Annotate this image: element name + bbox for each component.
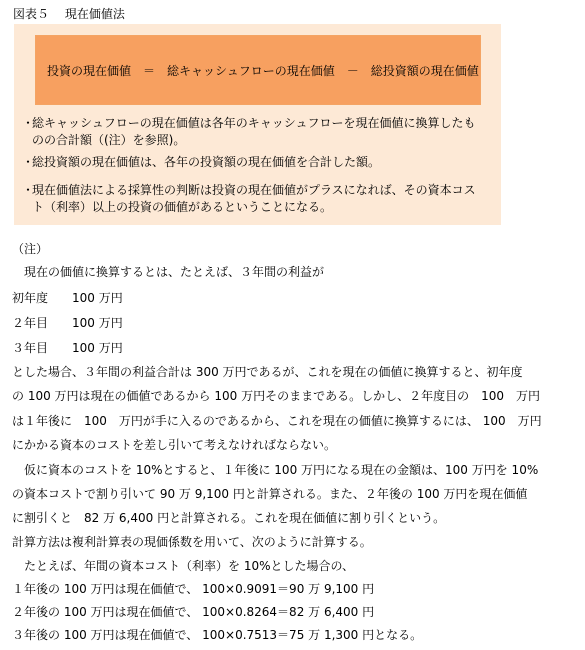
note-line: 仮に資本のコストを 10%とすると、１年後に 100 万円になる現在の金額は、100 万円を 10%: [12, 463, 539, 477]
bullet-mark: ・: [22, 116, 35, 130]
figure-title: 図表５ 現在価値法: [13, 7, 125, 21]
note-line: に割引くと 82 万 6,400 円と計算される。これを現在価値に割り引くという。: [12, 511, 446, 525]
note-line: にかかる資本のコストを差し引いて考えなければならない。: [12, 438, 337, 452]
note-line: １年後の 100 万円は現在価値で、 100×0.9091＝90 万 9,100 円: [12, 582, 375, 596]
note-line: ３年目 100 万円: [12, 341, 123, 355]
bullet-text: 現在価値法による採算性の判断は投資の現在価値がプラスになれば、その資本コスト（利率）以上の投資の価値があるということになる。: [32, 183, 476, 214]
note-heading: （注）: [12, 242, 49, 256]
bullet-text: 総キャッシュフローの現在価値は各年のキャッシュフローを現在価値に換算したものの合計額（(注）を参照)。: [32, 116, 476, 147]
note-line: 現在の価値に換算するとは、たとえば、３年間の利益が: [12, 265, 325, 279]
note-line: は１年後に 100 万円が手に入るのであるから、これを現在の価値に換算するには、 100 万円: [12, 414, 542, 428]
bullet-mark: ・: [22, 183, 35, 197]
note-line: の資本コストで割り引いて 90 万 9,100 円と計算される。また、２年後の 100 万円を現在価値: [12, 487, 528, 501]
note-line: 計算方法は複利計算表の現価係数を用いて、次のように計算する。: [12, 535, 372, 549]
note-line: の 100 万円は現在の価値であるから 100 万円そのままである。しかし、２年度目の 100 万円: [12, 389, 540, 403]
note-line: とした場合、３年間の利益合計は 300 万円であるが、これを現在の価値に換算すると、初年度: [12, 365, 523, 379]
note-line: 初年度 100 万円: [12, 291, 123, 305]
note-line: ３年後の 100 万円は現在価値で、 100×0.7513＝75 万 1,300 円となる。: [12, 628, 423, 642]
summary-panel: [14, 24, 501, 225]
bullet-text: 総投資額の現在価値は、各年の投資額の現在価値を合計した額。: [32, 155, 381, 169]
note-line: たとえば、年間の資本コスト（利率）を 10%とした場合の、: [12, 559, 355, 573]
formula-box: 投資の現在価値 ＝ 総キャッシュフローの現在価値 － 総投資額の現在価値: [35, 35, 481, 105]
note-line: ２年後の 100 万円は現在価値で、 100×0.8264＝82 万 6,400 円: [12, 605, 375, 619]
note-line: ２年目 100 万円: [12, 316, 123, 330]
bullet-mark: ・: [22, 155, 35, 169]
